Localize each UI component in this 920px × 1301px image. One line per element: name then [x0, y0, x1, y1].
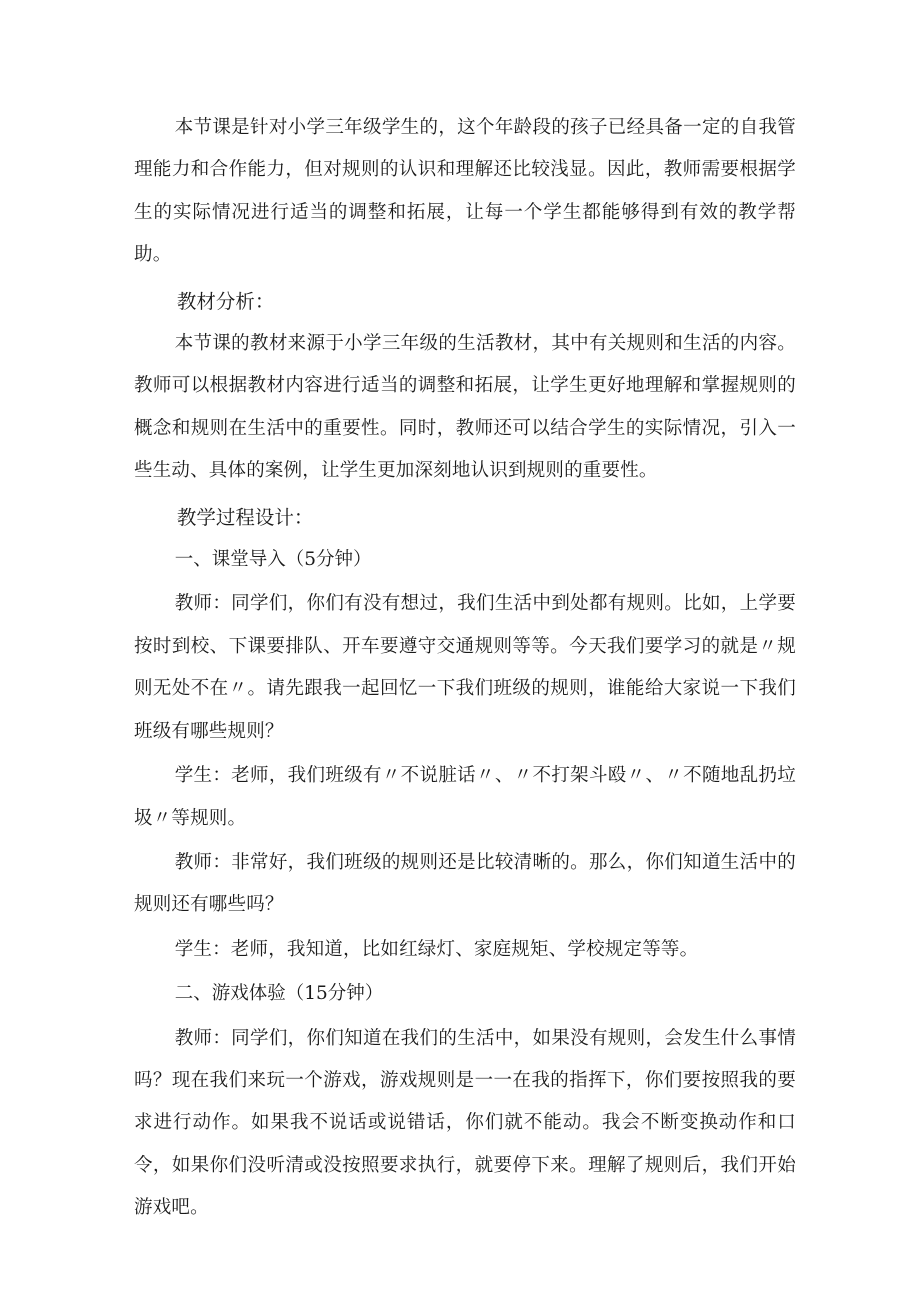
material-analysis-heading: 教材分析：	[176, 289, 275, 313]
material-analysis-paragraph: 本节课的教材来源于小学三年级的生活教材，其中有关规则和生活的内容。教师可以根据教材内容进行适当的调整和拓展，让学生更好地理解和掌握规则的概念和规则在生活中的重要性。同时，教师还可以结合学生的实际情况，引入一些生动、具体的案例，让学生更加深刻地认识到规则的重要性。	[134, 333, 796, 482]
teaching-process-heading: 教学过程设计：	[176, 505, 314, 529]
teacher-dialogue-1: 教师：同学们，你们有没有想过，我们生活中到处都有规则。比如，上学要按时到校、下课要排队、开车要遵守交通规则等等。今天我们要学习的就是〃规则无处不在〃。请先跟我一起回忆一下我们班级的规则，谁能给大家说一下我们班级有哪些规则？	[134, 593, 796, 742]
student-dialogue-2: 学生：老师，我知道，比如红绿灯、家庭规矩、学校规定等等。	[174, 938, 699, 960]
document-page	[134, 107, 796, 1230]
section-2-title: 二、游戏体验（15分钟）	[174, 983, 384, 1005]
teacher-dialogue-3: 教师：同学们，你们知道在我们的生活中，如果没有规则，会发生什么事情吗？现在我们来玩一个游戏，游戏规则是一一在我的指挥下，你们要按照我的要求进行动作。如果我不说话或说错话，你们就不能动。我会不断变换动作和口令，如果你们没听清或没按照要求执行，就要停下来。理解了规则后，我们开始游戏吧。	[134, 1027, 796, 1219]
teacher-dialogue-2: 教师：非常好，我们班级的规则还是比较清晰的。那么，你们知道生活中的规则还有哪些吗？	[134, 851, 796, 916]
section-1-title: 一、课堂导入（5分钟）	[174, 549, 372, 571]
intro-paragraph: 本节课是针对小学三年级学生的，这个年龄段的孩子已经具备一定的自我管理能力和合作能力，但对规则的认识和理解还比较浅显。因此，教师需要根据学生的实际情况进行适当的调整和拓展，让每一个学生都能够得到有效的教学帮助。	[134, 117, 796, 266]
student-dialogue-1: 学生：老师，我们班级有〃不说脏话〃、〃不打架斗殴〃、〃不随地乱扔垃圾〃等规则。	[134, 765, 796, 829]
